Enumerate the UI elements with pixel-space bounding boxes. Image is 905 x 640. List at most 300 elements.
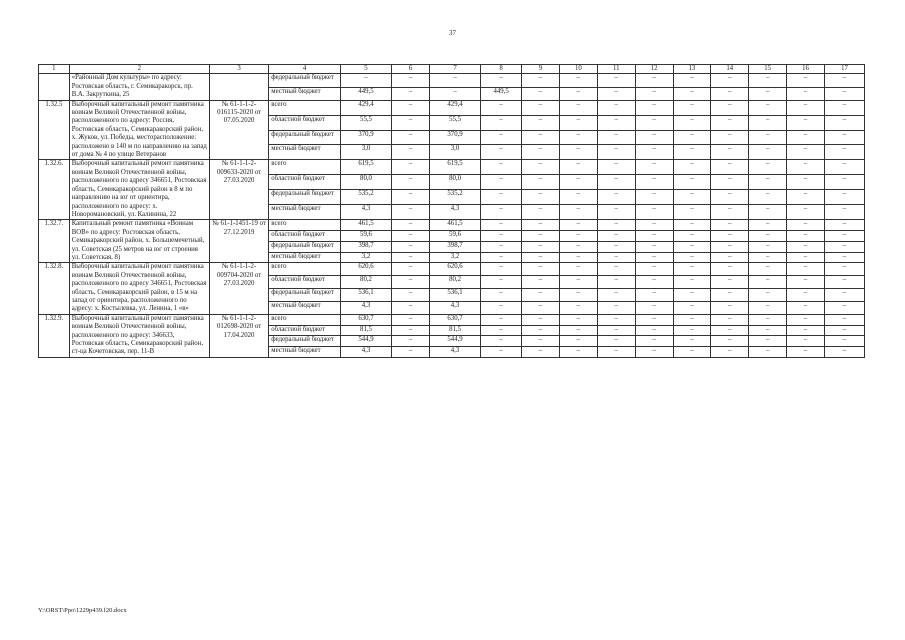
amount-cell: –	[749, 252, 787, 263]
table-row	[39, 263, 865, 276]
amount-cell: –	[673, 220, 711, 231]
amount-cell: –	[597, 100, 635, 115]
amount-cell: –	[787, 301, 825, 314]
amount-cell: –	[787, 115, 825, 130]
amount-cell: –	[597, 205, 635, 220]
amount-cell: 4,3	[429, 347, 480, 358]
amount-cell: –	[559, 252, 597, 263]
amount-cell: –	[824, 130, 864, 145]
funding-source: областной бюджет	[269, 175, 341, 190]
amount-cell: –	[787, 87, 825, 100]
expertise-document: № 61-1-1-2-016115-2020 от 07.05.2020	[209, 100, 268, 160]
amount-cell: –	[635, 263, 673, 276]
amount-cell: –	[635, 100, 673, 115]
amount-cell: 535,2	[429, 190, 480, 205]
table-row	[39, 74, 865, 87]
amount-cell: –	[559, 190, 597, 205]
amount-cell: –	[635, 220, 673, 231]
amount-cell: –	[392, 74, 430, 87]
amount-cell: –	[597, 314, 635, 325]
amount-cell: –	[522, 252, 560, 263]
amount-cell: –	[559, 231, 597, 242]
amount-cell: 461,5	[429, 220, 480, 231]
amount-cell: 620,6	[429, 263, 480, 276]
amount-cell: –	[559, 276, 597, 289]
amount-cell: –	[787, 263, 825, 276]
item-name: «Районный Дом культуры» по адресу: Ростовская область, г. Семикаракорск, пр. В.А. Закруткина, 25	[69, 74, 209, 100]
column-number-header: 5	[340, 65, 391, 74]
column-number-header: 11	[597, 65, 635, 74]
amount-cell: –	[711, 231, 749, 242]
amount-cell: –	[711, 241, 749, 252]
amount-cell: –	[522, 347, 560, 358]
amount-cell: –	[824, 252, 864, 263]
amount-cell: –	[481, 145, 522, 160]
amount-cell: –	[787, 276, 825, 289]
amount-cell: –	[597, 347, 635, 358]
amount-cell: –	[787, 220, 825, 231]
amount-cell: –	[749, 289, 787, 302]
funding-source: местный бюджет	[269, 205, 341, 220]
amount-cell: –	[711, 160, 749, 175]
amount-cell: –	[749, 325, 787, 336]
amount-cell: –	[597, 87, 635, 100]
amount-cell: –	[597, 241, 635, 252]
column-number-header: 10	[559, 65, 597, 74]
amount-cell: –	[824, 231, 864, 242]
amount-cell: –	[481, 231, 522, 242]
item-name: Выборочный капитальный ремонт памятника воинам Великой Отечественной войны, расположенного по адресу 346651, Ростовская область, Семикаракорский район в 8 м по направлению на юг от ориентира, расположенного по адресу: х. Новоромановский, ул. Калинина, 22	[69, 160, 209, 220]
amount-cell: 536,1	[429, 289, 480, 302]
funding-source: федеральный бюджет	[269, 336, 341, 347]
amount-cell: –	[522, 220, 560, 231]
header-row	[39, 65, 865, 74]
amount-cell: –	[711, 314, 749, 325]
amount-cell: –	[597, 263, 635, 276]
amount-cell: –	[749, 74, 787, 87]
amount-cell: –	[392, 220, 430, 231]
amount-cell: –	[392, 252, 430, 263]
amount-cell: –	[824, 87, 864, 100]
amount-cell: 80,2	[340, 276, 391, 289]
amount-cell: –	[597, 231, 635, 242]
amount-cell: –	[635, 314, 673, 325]
column-number-header: 3	[209, 65, 268, 74]
amount-cell: –	[711, 301, 749, 314]
amount-cell: –	[824, 241, 864, 252]
amount-cell: –	[481, 263, 522, 276]
column-number-header: 2	[69, 65, 209, 74]
amount-cell: –	[559, 100, 597, 115]
amount-cell: –	[635, 252, 673, 263]
amount-cell: –	[824, 276, 864, 289]
amount-cell: –	[787, 175, 825, 190]
amount-cell: –	[597, 190, 635, 205]
funding-source: местный бюджет	[269, 87, 341, 100]
amount-cell: 80,0	[429, 175, 480, 190]
amount-cell: –	[711, 100, 749, 115]
amount-cell: –	[481, 314, 522, 325]
amount-cell: –	[673, 115, 711, 130]
amount-cell: –	[481, 347, 522, 358]
amount-cell: –	[481, 289, 522, 302]
amount-cell: –	[711, 252, 749, 263]
amount-cell: –	[711, 74, 749, 87]
amount-cell: –	[673, 190, 711, 205]
amount-cell: –	[787, 130, 825, 145]
amount-cell: –	[481, 175, 522, 190]
amount-cell: 370,9	[340, 130, 391, 145]
amount-cell: –	[522, 263, 560, 276]
amount-cell: 544,9	[340, 336, 391, 347]
amount-cell: –	[392, 190, 430, 205]
funding-source: местный бюджет	[269, 145, 341, 160]
amount-cell: –	[711, 276, 749, 289]
amount-cell: –	[711, 336, 749, 347]
item-name: Выборочный капитальный ремонт памятника воинам Великой Отечественной войны, расположенного по адресу: Россия, Ростовская область, Семикаракорский район, х. Жуков, ул. Победы, месторасположение: расположено в 140 м по направлению на запад от дома № 4 по улице Ветеранов	[69, 100, 209, 160]
amount-cell: 398,7	[429, 241, 480, 252]
amount-cell: –	[559, 220, 597, 231]
amount-cell: –	[481, 276, 522, 289]
amount-cell: –	[522, 301, 560, 314]
amount-cell: –	[597, 301, 635, 314]
amount-cell: –	[673, 205, 711, 220]
column-number-header: 7	[429, 65, 480, 74]
amount-cell: –	[635, 74, 673, 87]
amount-cell: 55,5	[340, 115, 391, 130]
amount-cell: –	[787, 314, 825, 325]
amount-cell: 80,2	[429, 276, 480, 289]
amount-cell: –	[635, 336, 673, 347]
amount-cell: –	[711, 220, 749, 231]
amount-cell: –	[749, 276, 787, 289]
amount-cell: –	[635, 347, 673, 358]
column-number-header: 17	[824, 65, 864, 74]
amount-cell: –	[673, 87, 711, 100]
amount-cell: –	[522, 100, 560, 115]
amount-cell: –	[392, 241, 430, 252]
amount-cell: –	[635, 115, 673, 130]
amount-cell: 536,1	[340, 289, 391, 302]
amount-cell: –	[522, 160, 560, 175]
amount-cell: 80,0	[340, 175, 391, 190]
amount-cell: –	[392, 205, 430, 220]
item-name: Капитальный ремонт памятника «Воинам ВОВ» по адресу: Ростовская область, Семикаракорский район, х. Большемечетный, ул. Советская (25 метров на юг от строения ул. Советская, 8)	[69, 220, 209, 263]
amount-cell: –	[749, 336, 787, 347]
amount-cell: –	[787, 231, 825, 242]
amount-cell: –	[787, 325, 825, 336]
amount-cell: –	[711, 325, 749, 336]
amount-cell: –	[597, 175, 635, 190]
amount-cell: –	[597, 336, 635, 347]
amount-cell: 55,5	[429, 115, 480, 130]
amount-cell: –	[673, 325, 711, 336]
amount-cell: –	[787, 74, 825, 87]
funding-source: местный бюджет	[269, 347, 341, 358]
amount-cell: 4,3	[429, 205, 480, 220]
amount-cell: –	[711, 175, 749, 190]
amount-cell: –	[340, 74, 391, 87]
page-number: 37	[449, 29, 456, 37]
amount-cell: 3,0	[429, 145, 480, 160]
amount-cell: –	[711, 130, 749, 145]
amount-cell: –	[673, 347, 711, 358]
amount-cell: –	[824, 74, 864, 87]
amount-cell: –	[787, 336, 825, 347]
amount-cell: 4,3	[340, 301, 391, 314]
item-number: 1.32.8.	[39, 263, 70, 314]
amount-cell: –	[559, 336, 597, 347]
amount-cell: 398,7	[340, 241, 391, 252]
amount-cell: –	[559, 74, 597, 87]
amount-cell: –	[824, 145, 864, 160]
funding-source: федеральный бюджет	[269, 130, 341, 145]
amount-cell: –	[749, 347, 787, 358]
amount-cell: –	[559, 160, 597, 175]
amount-cell: –	[787, 190, 825, 205]
amount-cell: –	[673, 252, 711, 263]
amount-cell: –	[597, 145, 635, 160]
amount-cell: –	[522, 74, 560, 87]
amount-cell: –	[597, 130, 635, 145]
table-row	[39, 160, 865, 175]
amount-cell: –	[824, 160, 864, 175]
amount-cell: –	[824, 100, 864, 115]
amount-cell: 59,6	[340, 231, 391, 242]
amount-cell: –	[787, 160, 825, 175]
amount-cell: –	[597, 74, 635, 87]
amount-cell: 619,5	[340, 160, 391, 175]
amount-cell: 630,7	[429, 314, 480, 325]
amount-cell: 619,5	[429, 160, 480, 175]
amount-cell: –	[559, 325, 597, 336]
item-number: 1.32.5	[39, 100, 70, 160]
funding-source: федеральный бюджет	[269, 289, 341, 302]
amount-cell: –	[635, 276, 673, 289]
amount-cell: –	[673, 130, 711, 145]
amount-cell: –	[392, 289, 430, 302]
amount-cell: –	[392, 100, 430, 115]
amount-cell: –	[392, 175, 430, 190]
amount-cell: –	[635, 289, 673, 302]
amount-cell: –	[392, 263, 430, 276]
amount-cell: –	[824, 263, 864, 276]
amount-cell: –	[711, 263, 749, 276]
amount-cell: –	[559, 87, 597, 100]
amount-cell: –	[597, 276, 635, 289]
amount-cell: –	[559, 241, 597, 252]
amount-cell: 4,3	[340, 205, 391, 220]
amount-cell: 4,3	[429, 301, 480, 314]
amount-cell: –	[522, 115, 560, 130]
column-number-header: 8	[481, 65, 522, 74]
amount-cell: –	[559, 314, 597, 325]
amount-cell: –	[824, 289, 864, 302]
amount-cell: –	[392, 276, 430, 289]
amount-cell: –	[481, 160, 522, 175]
amount-cell: –	[711, 115, 749, 130]
table-row	[39, 314, 865, 325]
amount-cell: –	[392, 301, 430, 314]
amount-cell: –	[673, 74, 711, 87]
amount-cell: –	[711, 87, 749, 100]
amount-cell: –	[787, 347, 825, 358]
amount-cell: 429,4	[429, 100, 480, 115]
amount-cell: –	[481, 241, 522, 252]
amount-cell: –	[673, 276, 711, 289]
amount-cell: –	[749, 100, 787, 115]
funding-source: всего	[269, 220, 341, 231]
amount-cell: –	[673, 231, 711, 242]
amount-cell: –	[597, 252, 635, 263]
amount-cell: –	[597, 160, 635, 175]
funding-source: федеральный бюджет	[269, 190, 341, 205]
amount-cell: –	[559, 145, 597, 160]
amount-cell: –	[749, 263, 787, 276]
funding-source: федеральный бюджет	[269, 241, 341, 252]
amount-cell: –	[481, 100, 522, 115]
column-number-header: 12	[635, 65, 673, 74]
column-number-header: 4	[269, 65, 341, 74]
amount-cell: –	[481, 190, 522, 205]
amount-cell: –	[392, 160, 430, 175]
amount-cell: –	[481, 301, 522, 314]
funding-source: всего	[269, 160, 341, 175]
amount-cell: –	[673, 160, 711, 175]
amount-cell: –	[711, 347, 749, 358]
budget-table	[38, 64, 865, 358]
amount-cell: 4,3	[340, 347, 391, 358]
amount-cell: –	[824, 314, 864, 325]
amount-cell: –	[749, 87, 787, 100]
amount-cell: –	[522, 205, 560, 220]
amount-cell: –	[559, 130, 597, 145]
amount-cell: –	[635, 130, 673, 145]
column-number-header: 9	[522, 65, 560, 74]
table-row	[39, 100, 865, 115]
amount-cell: –	[749, 241, 787, 252]
column-number-header: 14	[711, 65, 749, 74]
amount-cell: –	[749, 205, 787, 220]
amount-cell: –	[787, 289, 825, 302]
amount-cell: –	[635, 231, 673, 242]
amount-cell: –	[522, 145, 560, 160]
amount-cell: –	[824, 190, 864, 205]
amount-cell: –	[559, 347, 597, 358]
amount-cell: –	[559, 115, 597, 130]
amount-cell: –	[824, 347, 864, 358]
column-number-header: 6	[392, 65, 430, 74]
amount-cell: –	[673, 100, 711, 115]
item-number: 1.32.7.	[39, 220, 70, 263]
amount-cell: –	[673, 301, 711, 314]
amount-cell: –	[559, 205, 597, 220]
amount-cell: –	[392, 145, 430, 160]
amount-cell: 544,9	[429, 336, 480, 347]
amount-cell: –	[787, 145, 825, 160]
amount-cell: –	[749, 314, 787, 325]
funding-source: всего	[269, 100, 341, 115]
amount-cell: 81,5	[429, 325, 480, 336]
amount-cell: –	[522, 336, 560, 347]
amount-cell: –	[481, 220, 522, 231]
amount-cell: –	[481, 252, 522, 263]
amount-cell: –	[392, 347, 430, 358]
amount-cell: –	[522, 325, 560, 336]
amount-cell: –	[787, 100, 825, 115]
amount-cell: –	[522, 241, 560, 252]
funding-source: федеральный бюджет	[269, 74, 341, 87]
amount-cell: –	[711, 190, 749, 205]
amount-cell: –	[673, 241, 711, 252]
amount-cell: –	[522, 87, 560, 100]
amount-cell: –	[392, 336, 430, 347]
footer-file-path: Y:\ORST\Ppo\1229p439.f20.docx	[38, 607, 127, 614]
amount-cell: 81,5	[340, 325, 391, 336]
amount-cell: –	[749, 190, 787, 205]
column-number-header: 16	[787, 65, 825, 74]
amount-cell: –	[787, 205, 825, 220]
amount-cell: –	[597, 115, 635, 130]
amount-cell: –	[522, 231, 560, 242]
amount-cell: –	[787, 241, 825, 252]
amount-cell: –	[787, 252, 825, 263]
item-name: Выборочный капитальный ремонт памятника воинам Великой Отечественной войны, расположенного по адресу 346651, Ростовская область, Семикаракорский район, в 15 м на запад от ориентира, расположенного по адресу: х. Костылевка, ул. Ленина, 1 «в»	[69, 263, 209, 314]
funding-source: областной бюджет	[269, 276, 341, 289]
amount-cell: –	[635, 301, 673, 314]
amount-cell: –	[749, 220, 787, 231]
amount-cell: –	[481, 130, 522, 145]
amount-cell: –	[559, 289, 597, 302]
amount-cell: –	[749, 145, 787, 160]
amount-cell: –	[597, 220, 635, 231]
amount-cell: –	[673, 336, 711, 347]
amount-cell: –	[635, 241, 673, 252]
item-number: 1.32.6.	[39, 160, 70, 220]
amount-cell: –	[597, 289, 635, 302]
amount-cell: –	[673, 263, 711, 276]
amount-cell: –	[522, 130, 560, 145]
amount-cell: –	[429, 87, 480, 100]
expertise-document: № 61-1-1451-19 от 27.12.2019	[209, 220, 268, 263]
amount-cell: –	[481, 205, 522, 220]
amount-cell: –	[522, 289, 560, 302]
amount-cell: –	[481, 115, 522, 130]
amount-cell: 449,5	[340, 87, 391, 100]
amount-cell: 370,9	[429, 130, 480, 145]
amount-cell: –	[522, 314, 560, 325]
amount-cell: –	[481, 325, 522, 336]
amount-cell: 461,5	[340, 220, 391, 231]
amount-cell: –	[392, 130, 430, 145]
amount-cell: 535,2	[340, 190, 391, 205]
amount-cell: –	[392, 325, 430, 336]
expertise-document: № 61-1-1-2-009633-2020 от 27.03.2020	[209, 160, 268, 220]
column-number-header: 15	[749, 65, 787, 74]
amount-cell: –	[749, 115, 787, 130]
amount-cell: –	[711, 289, 749, 302]
funding-source: местный бюджет	[269, 301, 341, 314]
amount-cell: –	[824, 325, 864, 336]
amount-cell: –	[711, 145, 749, 160]
amount-cell: –	[635, 205, 673, 220]
amount-cell: –	[824, 115, 864, 130]
column-number-header: 1	[39, 65, 70, 74]
amount-cell: –	[635, 325, 673, 336]
amount-cell: –	[749, 160, 787, 175]
amount-cell: –	[635, 145, 673, 160]
amount-cell: –	[392, 314, 430, 325]
